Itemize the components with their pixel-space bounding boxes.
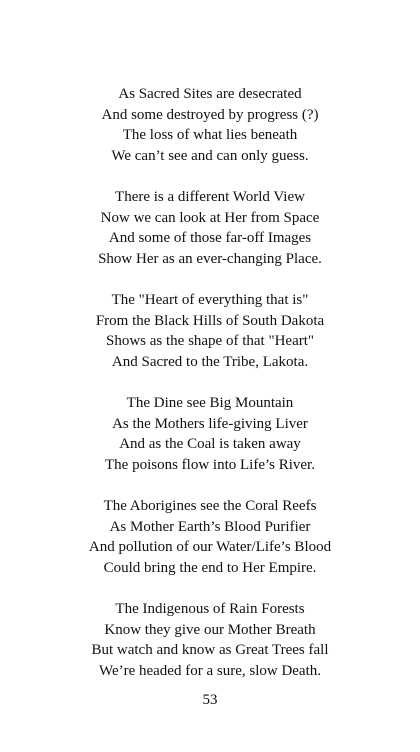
stanza-3 [0, 290, 420, 372]
poem-line: There is a different World View [115, 189, 305, 205]
poem-line: Know they give our Mother Breath [104, 621, 316, 638]
poem-line: The Aborigines see the Coral Reefs [103, 498, 317, 514]
stanza-5 [0, 496, 420, 578]
poem-line: And pollution of our Water/Life’s Blood [88, 539, 332, 555]
poem-line: And some of those far-off Images [108, 230, 312, 246]
poem-body [0, 84, 420, 702]
poem-line: The "Heart of everything that is" [111, 292, 309, 308]
stanza-1 [0, 84, 420, 166]
poem-line: The loss of what lies beneath [122, 127, 298, 143]
poem-line: From the Black Hills of South Dakota [95, 312, 325, 329]
poem-line: Shows as the shape of that "Heart" [105, 333, 315, 349]
poem-line: We’re headed for a sure, slow Death. [98, 662, 322, 679]
poem-line: The Dine see Big Mountain [126, 395, 294, 411]
poem-line: As the Mothers life-giving Liver [112, 415, 308, 432]
poem-line: The poisons flow into Life’s River. [105, 456, 315, 473]
stanza-6 [0, 599, 420, 681]
poem-line: And Sacred to the Tribe, Lakota. [111, 353, 309, 370]
poem-line: And as the Coal is taken away [119, 436, 301, 452]
poem-line: And some destroyed by progress (?) [101, 106, 319, 123]
page-number: 53 [202, 692, 218, 708]
stanza-2 [0, 187, 420, 269]
poem-line: As Sacred Sites are desecrated [118, 86, 302, 102]
poem-line: Show Her as an ever-changing Place. [98, 250, 322, 267]
poem-line: We can’t see and can only guess. [111, 147, 309, 164]
poem-line: The Indigenous of Rain Forests [115, 601, 305, 617]
poem-line: Now we can look at Her from Space [100, 209, 320, 226]
stanza-4 [0, 393, 420, 475]
poem-line: But watch and know as Great Trees fall [91, 642, 329, 658]
poem-line: As Mother Earth’s Blood Purifier [109, 518, 311, 535]
poem-line: Could bring the end to Her Empire. [103, 559, 317, 576]
